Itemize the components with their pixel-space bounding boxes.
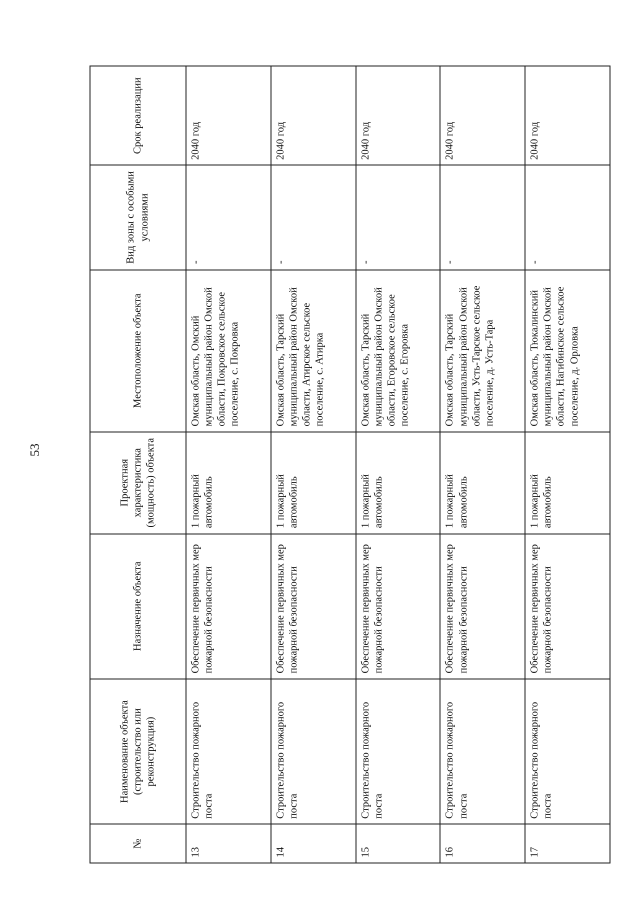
cell-capacity: 1 пожарный автомобиль <box>271 432 356 534</box>
cell-zone: - <box>525 165 610 269</box>
cell-purpose: Обеспечение первичных мер пожарной безопасности <box>271 534 356 679</box>
cell-object-name: Строительство пожарного поста <box>440 679 525 824</box>
cell-zone: - <box>271 165 356 269</box>
table-row <box>186 66 271 863</box>
header-object-name: Наименование объекта (строительство или реконструкция) <box>90 679 186 824</box>
cell-purpose: Обеспечение первичных мер пожарной безопасности <box>440 534 525 679</box>
cell-location: Омская область, Тарский муниципальный район Омской области, Егоровское сельское поселение, с. Егоровка <box>356 270 441 432</box>
cell-zone: - <box>356 165 441 269</box>
table-row <box>525 66 610 863</box>
header-capacity: Проектная характеристика (мощность) объекта <box>90 432 186 534</box>
cell-purpose: Обеспечение первичных мер пожарной безопасности <box>186 534 271 679</box>
cell-object-name: Строительство пожарного поста <box>271 679 356 824</box>
cell-capacity: 1 пожарный автомобиль <box>440 432 525 534</box>
page-number: 53 <box>27 443 42 457</box>
cell-term: 2040 год <box>440 66 525 165</box>
rotated-table-container <box>90 66 611 864</box>
cell-zone: - <box>186 165 271 269</box>
cell-term: 2040 год <box>525 66 610 165</box>
cell-object-name: Строительство пожарного поста <box>186 679 271 824</box>
cell-object-name: Строительство пожарного поста <box>356 679 441 824</box>
cell-capacity: 1 пожарный автомобиль <box>356 432 441 534</box>
cell-number: 16 <box>440 824 525 863</box>
header-number: № <box>90 824 186 863</box>
objects-table <box>90 66 611 864</box>
header-purpose: Назначение объекта <box>90 534 186 679</box>
table-row <box>356 66 441 863</box>
table-row <box>440 66 525 863</box>
cell-zone: - <box>440 165 525 269</box>
cell-location: Омская область, Тарский муниципальный район Омской области, Атирское сельское поселение, с. Атирка <box>271 270 356 432</box>
cell-location: Омская область, Омский муниципальный район Омской области, Покровское сельское поселение, с. Покровка <box>186 270 271 432</box>
table-header-row <box>90 66 186 863</box>
cell-number: 14 <box>271 824 356 863</box>
header-zone: Вид зоны с особыми условиями <box>90 165 186 269</box>
table-row <box>271 66 356 863</box>
cell-location: Омская область, Тарский муниципальный район Омской области, Усть-Тарское сельское поселение, д. Усть-Тара <box>440 270 525 432</box>
cell-location: Омская область, Тюкалинский муниципальный район Омской области, Нагибинское сельское поселение, д. Орловка <box>525 270 610 432</box>
cell-number: 15 <box>356 824 441 863</box>
cell-term: 2040 год <box>186 66 271 165</box>
cell-purpose: Обеспечение первичных мер пожарной безопасности <box>356 534 441 679</box>
cell-capacity: 1 пожарный автомобиль <box>186 432 271 534</box>
cell-object-name: Строительство пожарного поста <box>525 679 610 824</box>
cell-term: 2040 год <box>356 66 441 165</box>
header-term: Срок реализации <box>90 66 186 165</box>
header-location: Местоположение объекта <box>90 270 186 432</box>
cell-term: 2040 год <box>271 66 356 165</box>
cell-number: 17 <box>525 824 610 863</box>
cell-number: 13 <box>186 824 271 863</box>
cell-capacity: 1 пожарный автомобиль <box>525 432 610 534</box>
cell-purpose: Обеспечение первичных мер пожарной безопасности <box>525 534 610 679</box>
